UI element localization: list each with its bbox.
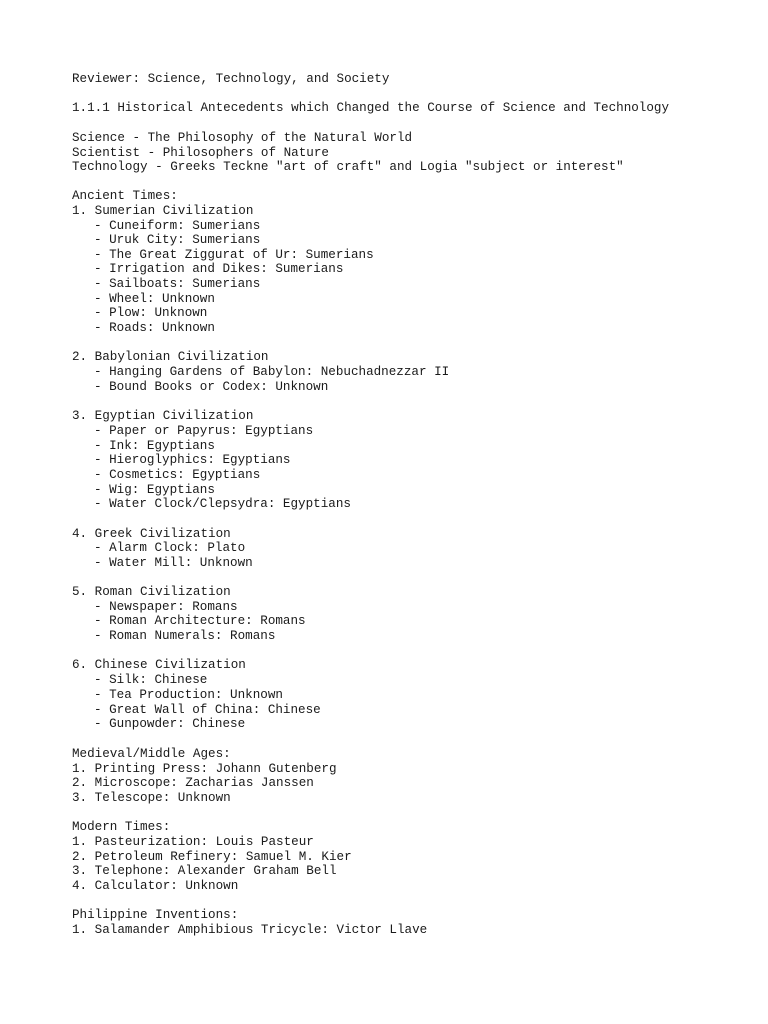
definition-line: Scientist - Philosophers of Nature bbox=[72, 146, 329, 160]
list-item: - Paper or Papyrus: Egyptians bbox=[94, 424, 314, 438]
list-item: 3. Telescope: Unknown bbox=[72, 791, 231, 805]
list-item: - Hanging Gardens of Babylon: Nebuchadnezzar II bbox=[94, 365, 450, 379]
list-item: - Newspaper: Romans bbox=[94, 600, 238, 614]
civilization-heading: 1. Sumerian Civilization bbox=[72, 204, 254, 218]
list-item: - Uruk City: Sumerians bbox=[94, 233, 261, 247]
list-item: - Silk: Chinese bbox=[94, 673, 208, 687]
list-item: - Water Mill: Unknown bbox=[94, 556, 253, 570]
list-item: - Wheel: Unknown bbox=[94, 292, 215, 306]
definition-line: Science - The Philosophy of the Natural World bbox=[72, 131, 413, 145]
list-item: - Water Clock/Clepsydra: Egyptians bbox=[94, 497, 351, 511]
list-item: - Great Wall of China: Chinese bbox=[94, 703, 321, 717]
list-item: 4. Calculator: Unknown bbox=[72, 879, 239, 893]
list-item: - Roads: Unknown bbox=[94, 321, 215, 335]
list-item: - The Great Ziggurat of Ur: Sumerians bbox=[94, 248, 374, 262]
list-item: - Cosmetics: Egyptians bbox=[94, 468, 261, 482]
list-item: - Cuneiform: Sumerians bbox=[94, 219, 261, 233]
list-item: 1. Printing Press: Johann Gutenberg bbox=[72, 762, 337, 776]
list-item: 3. Telephone: Alexander Graham Bell bbox=[72, 864, 337, 878]
definition-line: Technology - Greeks Teckne "art of craft" and Logia "subject or interest" bbox=[72, 160, 624, 174]
list-item: - Ink: Egyptians bbox=[94, 439, 215, 453]
list-item: - Tea Production: Unknown bbox=[94, 688, 283, 702]
list-item: - Wig: Egyptians bbox=[94, 483, 215, 497]
list-item: - Plow: Unknown bbox=[94, 306, 208, 320]
civilization-heading: 6. Chinese Civilization bbox=[72, 658, 246, 672]
modern-heading: Modern Times: bbox=[72, 820, 171, 834]
list-item: 1. Pasteurization: Louis Pasteur bbox=[72, 835, 314, 849]
list-item: 1. Salamander Amphibious Tricycle: Victor Llave bbox=[72, 923, 428, 937]
civilization-heading: 4. Greek Civilization bbox=[72, 527, 231, 541]
list-item: - Alarm Clock: Plato bbox=[94, 541, 246, 555]
civilization-heading: 2. Babylonian Civilization bbox=[72, 350, 269, 364]
section-heading: 1.1.1 Historical Antecedents which Changed the Course of Science and Technology bbox=[72, 101, 670, 115]
list-item: - Roman Architecture: Romans bbox=[94, 614, 306, 628]
list-item: - Roman Numerals: Romans bbox=[94, 629, 276, 643]
list-item: 2. Petroleum Refinery: Samuel M. Kier bbox=[72, 850, 352, 864]
list-item: 2. Microscope: Zacharias Janssen bbox=[72, 776, 314, 790]
civilization-heading: 5. Roman Civilization bbox=[72, 585, 231, 599]
medieval-heading: Medieval/Middle Ages: bbox=[72, 747, 231, 761]
list-item: - Bound Books or Codex: Unknown bbox=[94, 380, 329, 394]
ancient-heading: Ancient Times: bbox=[72, 189, 178, 203]
list-item: - Gunpowder: Chinese bbox=[94, 717, 246, 731]
list-item: - Hieroglyphics: Egyptians bbox=[94, 453, 291, 467]
civilization-heading: 3. Egyptian Civilization bbox=[72, 409, 254, 423]
document-title: Reviewer: Science, Technology, and Society bbox=[72, 72, 390, 86]
philippine-heading: Philippine Inventions: bbox=[72, 908, 239, 922]
list-item: - Sailboats: Sumerians bbox=[94, 277, 261, 291]
list-item: - Irrigation and Dikes: Sumerians bbox=[94, 262, 344, 276]
